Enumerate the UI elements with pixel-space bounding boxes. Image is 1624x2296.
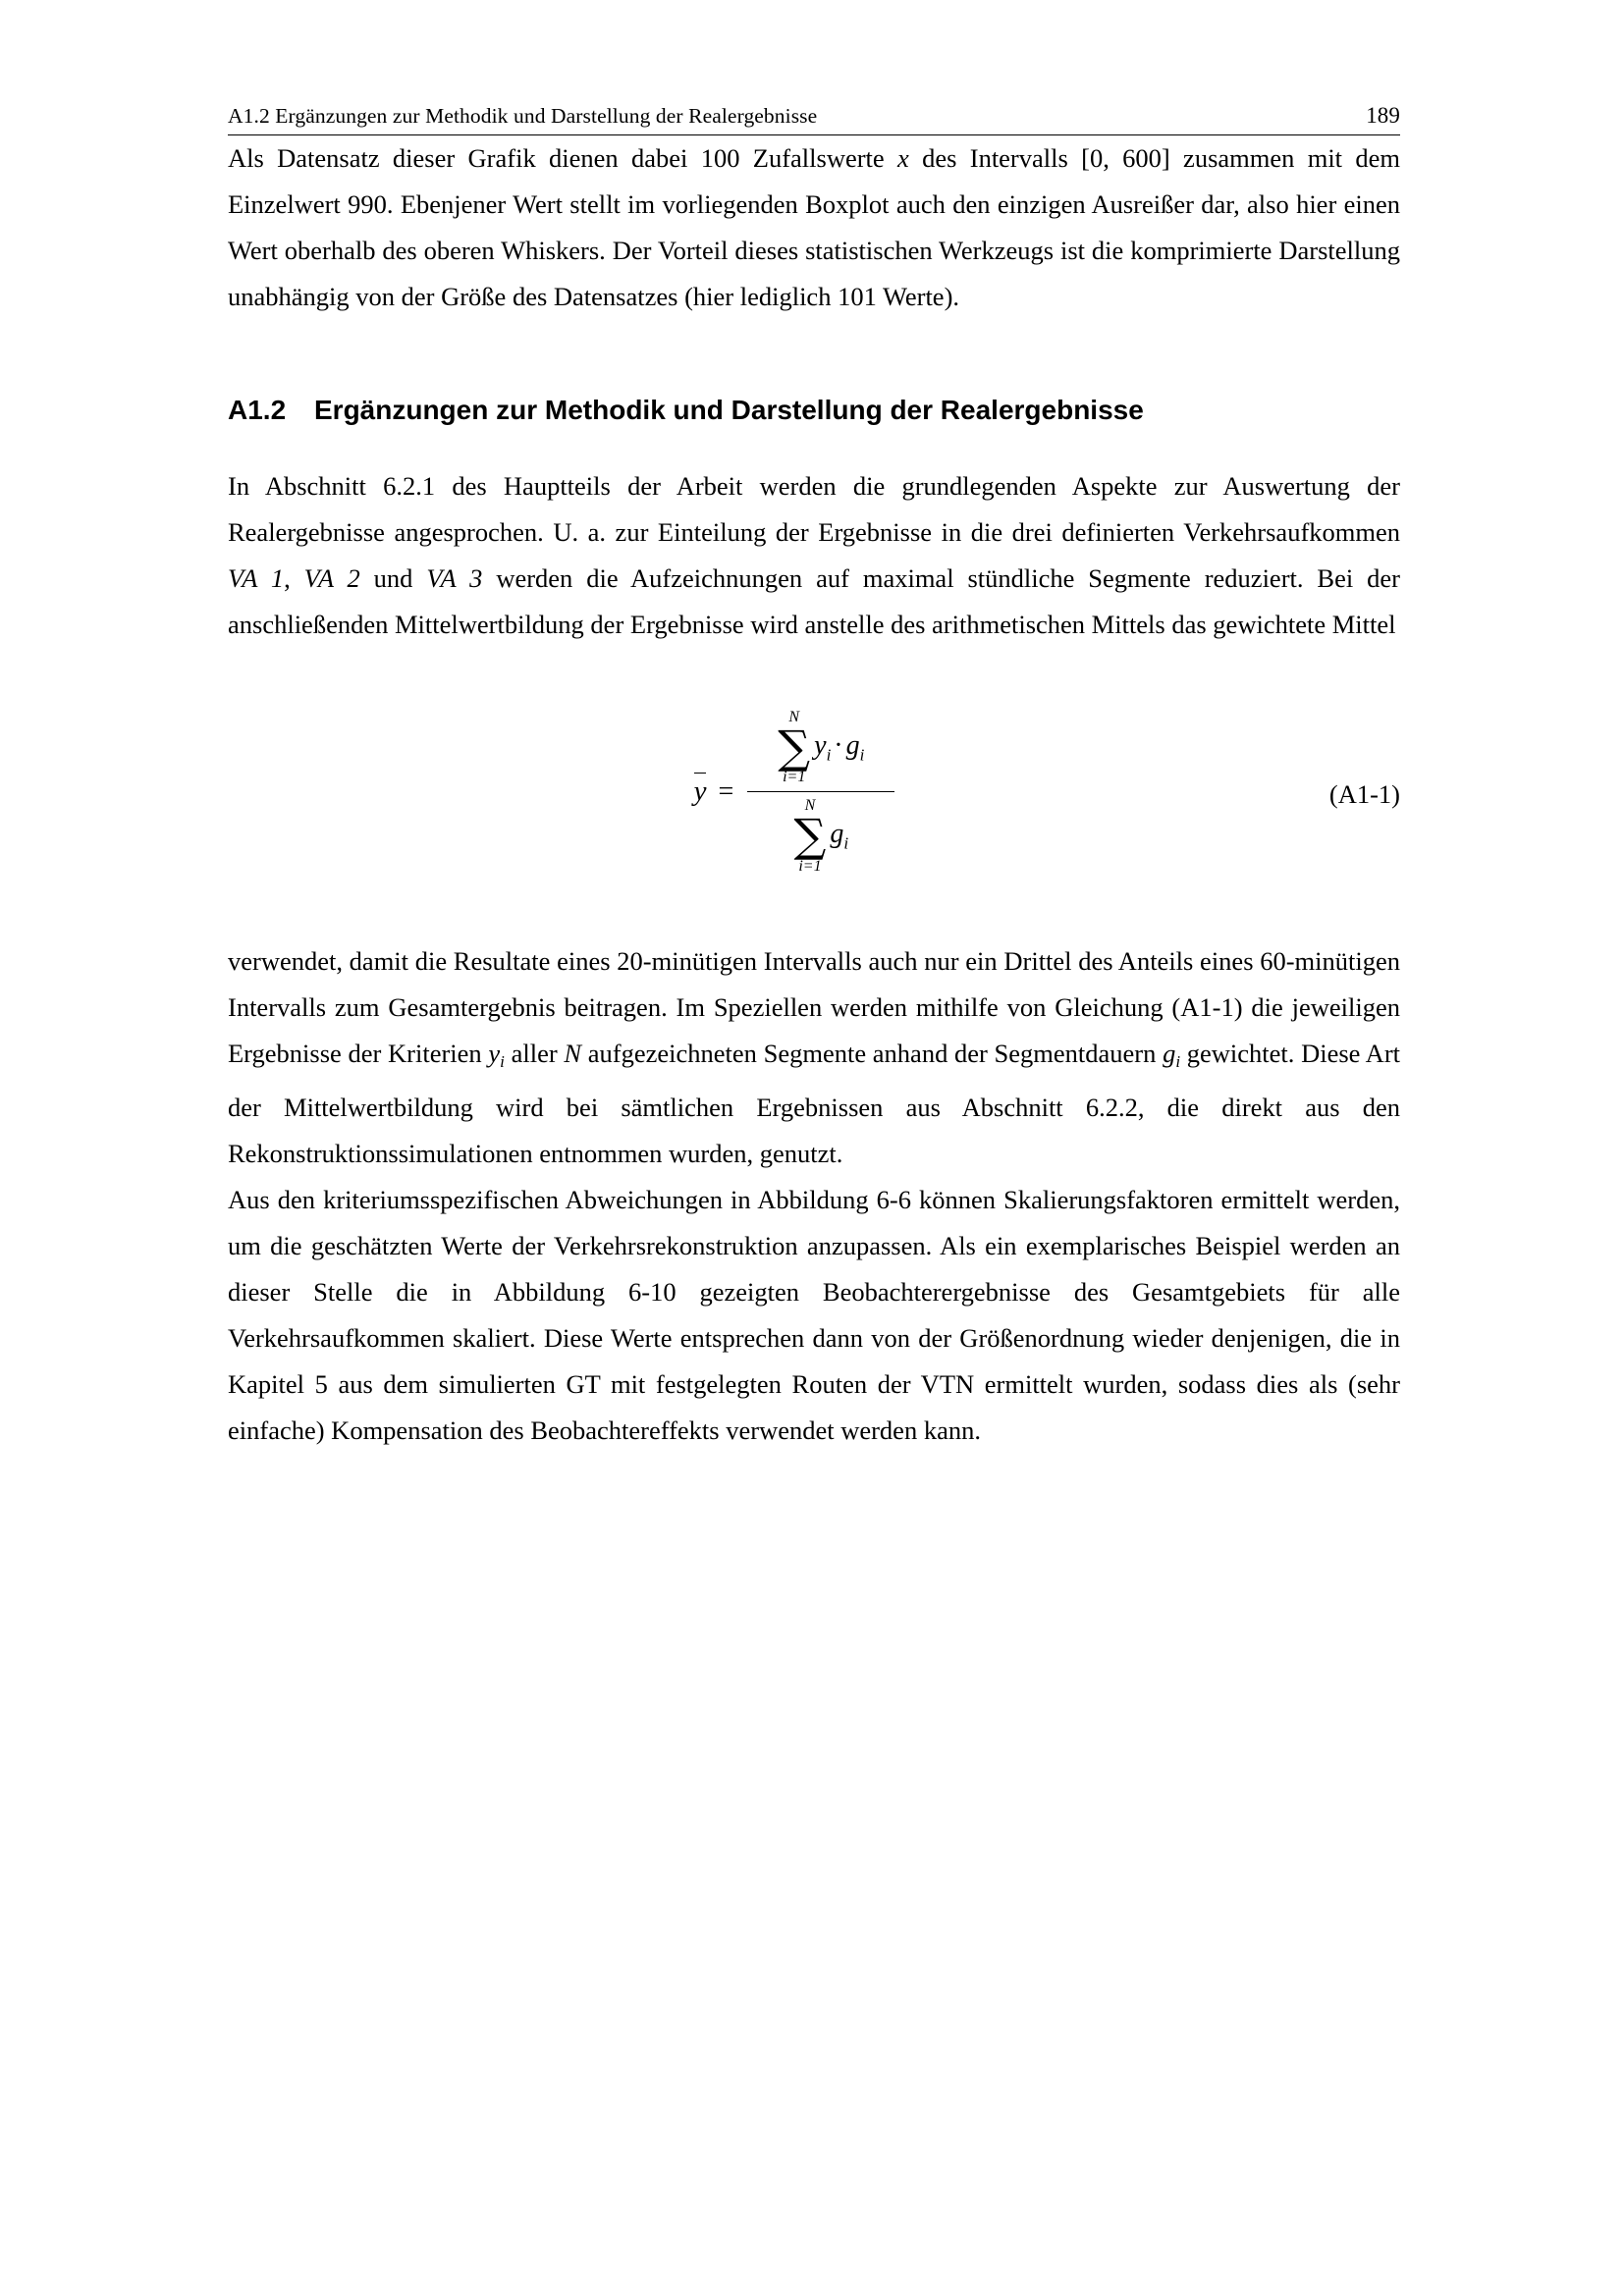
variable-N: N	[564, 1038, 582, 1068]
term-g: g	[830, 819, 844, 850]
paragraph-after-equation	[228, 938, 1400, 1177]
summation-numerator	[778, 710, 810, 786]
intro-text-b: des Intervalls [0, 600] zusammen mit dem Einzelwert 990. Ebenjener Wert stellt im vorliegenden Boxplot auch den einzigen Ausreißer dar, also hier einen Wert oberhalb des oberen Whiskers. Der Vorteil dieses statistischen Werkzeugs ist die komprimierte Darstellung unabhängig von der Größe des Datensatzes (hier lediglich 101 Werte).	[228, 142, 1400, 311]
after-eq-text-d: gewichtet. Diese Art der Mittelwertbildung wird bei sämtlichen Ergebnissen aus Abschnitt 6.2.2, die direkt aus den Rekonstruktionssimulationen entnommen wurden, genutzt.	[228, 1038, 1401, 1168]
y-bar-symbol: y	[693, 775, 707, 808]
running-head	[228, 102, 1400, 130]
term-g-subscript: i	[843, 833, 849, 853]
sep-2: und	[359, 562, 427, 593]
sum-lower-limit-numerator: i=1	[783, 769, 806, 786]
method-text-b: werden die Aufzeichnungen auf maximal stündliche Segmente reduziert. Bei der anschließenden Mittelwertbildung der Ergebnisse wird anstelle des arithmetischen Mittels das gewichtete Mittel	[228, 562, 1400, 639]
sigma-icon: ∑	[778, 720, 811, 774]
variable-yi-subscript: i	[500, 1051, 505, 1071]
section-number: A1.2	[228, 394, 287, 425]
paragraph-intro	[228, 135, 1400, 320]
intro-text-a: Als Datensatz dieser Grafik dienen dabei 100 Zufallswerte	[228, 142, 897, 173]
label-va3: VA 3	[426, 562, 483, 593]
equation-block	[228, 689, 1400, 895]
variable-gi-subscript: i	[1175, 1051, 1181, 1071]
page-content	[228, 102, 1400, 1454]
term-g-subscript: i	[859, 745, 865, 765]
equation-lhs	[694, 775, 707, 808]
multiplication-dot: ·	[834, 729, 843, 761]
equals-sign: =	[718, 775, 734, 807]
sigma-icon: ∑	[793, 809, 827, 863]
method-text-a: In Abschnitt 6.2.1 des Hauptteils der Arbeit werden die grundlegenden Aspekte zur Auswertung der Realergebnisse angesprochen. U. a. zur Einteilung der Ergebnisse in die drei definierten Verkehrsaufkommen	[228, 470, 1400, 547]
sep-1: ,	[284, 562, 304, 593]
equation-tag: (A1-1)	[1328, 778, 1400, 809]
numerator-term	[814, 730, 864, 766]
variable-gi: g	[1163, 1038, 1176, 1068]
term-y-subscript: i	[826, 745, 832, 765]
section-title: Ergänzungen zur Methodik und Darstellung der Realergebnisse	[314, 394, 1144, 425]
label-va1: VA 1	[228, 562, 285, 593]
paragraph-method	[228, 463, 1400, 648]
summation-denominator	[794, 798, 827, 875]
sum-upper-limit-denominator: N	[804, 797, 816, 815]
sum-upper-limit-numerator: N	[788, 708, 800, 725]
after-eq-text-c: aufgezeichneten Segmente anhand der Segmentdauern	[581, 1038, 1164, 1068]
page-number: 189	[1366, 103, 1400, 128]
fraction-bar	[747, 791, 894, 792]
after-eq-text-a: verwendet, damit die Resultate eines 20-minütigen Intervalls auch nur ein Drittel des Anteils eines 60-minütigen Intervalls zum Gesamtergebnis beitragen. Im Speziellen werden mithilfe von Gleichung (A1-1) die jeweiligen Ergebnisse der Kriterien	[228, 945, 1400, 1068]
running-head-title: A1.2 Ergänzungen zur Methodik und Darstellung der Realergebnisse	[228, 104, 818, 128]
term-g: g	[845, 729, 860, 761]
fraction-numerator	[772, 708, 870, 788]
equation-centered	[228, 689, 1400, 895]
paragraph-scaling: Aus den kriteriumsspezifischen Abweichungen in Abbildung 6-6 können Skalierungsfaktoren ermittelt werden, um die geschätzten Werte der Verkehrsrekonstruktion anzupassen. Als ein exemplarisches Beispiel werden an dieser Stelle die in Abbildung 6-10 gezeigten Beobachterergebnisse des Gesamtgebiets für alle Verkehrsaufkommen skaliert. Diese Werte entsprechen dann von der Größenordnung wieder denjenigen, die in Kapitel 5 aus dem simulierten GT mit festgelegten Routen der VTN ermittelt wurden, sodass dies als (sehr einfache) Kompensation des Beobachtereffekts verwendet werden kann.	[228, 1184, 1400, 1445]
term-y: y	[814, 729, 827, 761]
after-eq-text-b: aller	[504, 1038, 565, 1068]
sum-lower-limit-denominator: i=1	[798, 857, 822, 875]
section-heading	[228, 395, 1400, 426]
variable-x: x	[897, 142, 909, 173]
label-va2: VA 2	[303, 562, 360, 593]
equation-body	[694, 708, 895, 877]
denominator-term	[830, 819, 848, 854]
fraction-denominator	[788, 796, 855, 877]
fraction	[747, 708, 894, 877]
variable-yi: y	[488, 1038, 501, 1068]
